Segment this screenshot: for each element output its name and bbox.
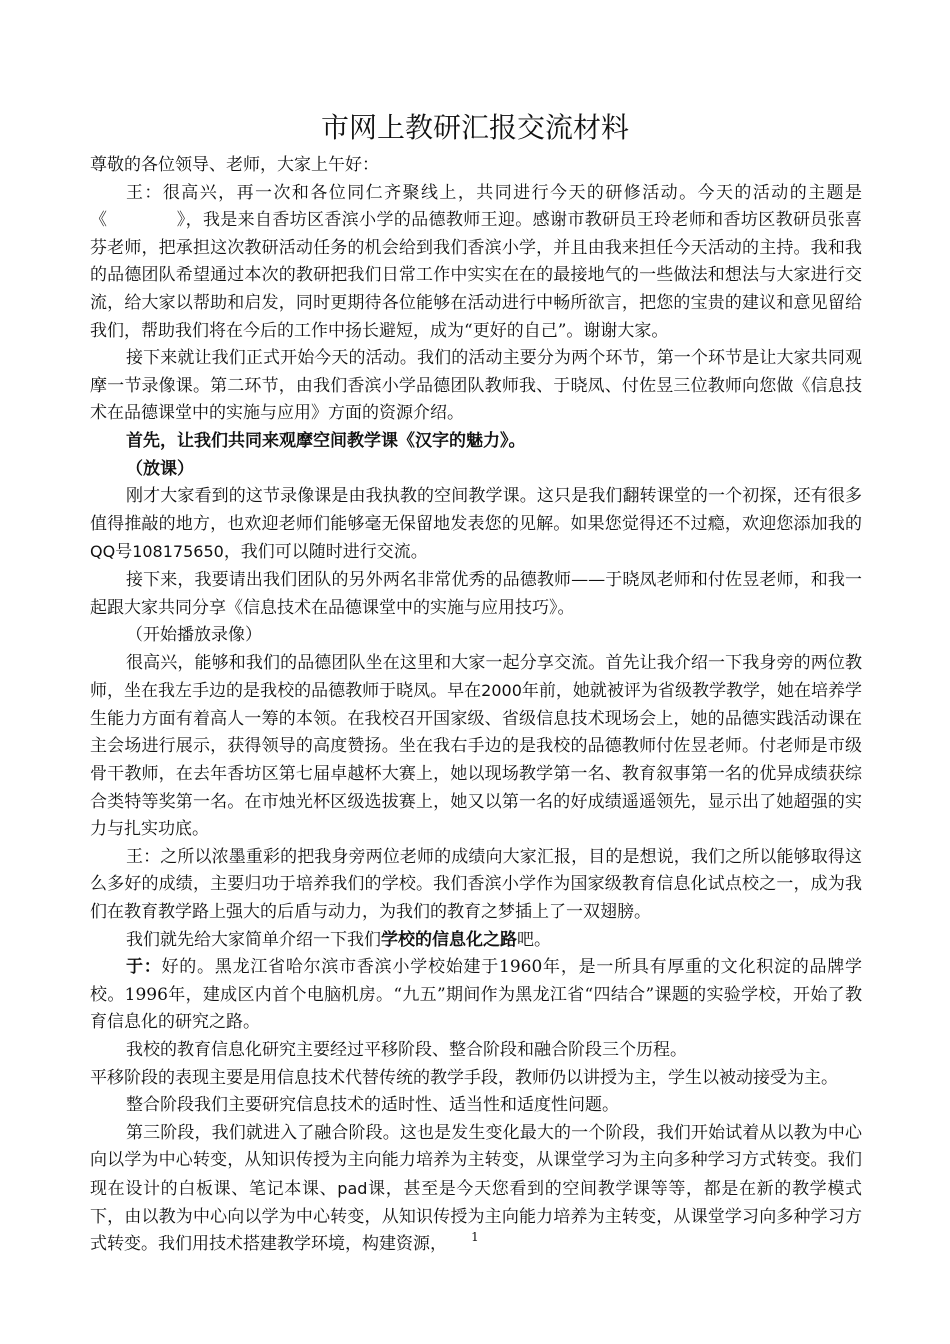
paragraph-school-support: 王：之所以浓墨重彩的把我身旁两位老师的成绩向大家汇报，目的是想说，我们之所以能够取得这么多好的成绩，主要归功于培养我们的学校。我们香滨小学作为国家级教育信息化试点校之一，成为我们在教育教学路上强大的后盾与动力，为我们的教育之梦插上了一双翅膀。 bbox=[90, 846, 862, 923]
paragraph-introduce-team: 接下来，我要请出我们团队的另外两名非常优秀的品德教师——于晓凤老师和付佐昱老师，和我一起跟大家共同分享《信息技术在品德课堂中的实施与应用技巧》。 bbox=[90, 569, 862, 618]
document-body bbox=[90, 152, 862, 1259]
text-segment: 第三阶段，我们就进入了融合阶段。这也是发生变化最大的一个阶段，我们开始试着从以教为中心向以学为中心转变，从知识传授为主向能力培养为主转变，从课堂学习为主向多种学习方式转变。我们现在设计的白板课、笔记本课、 bbox=[90, 1122, 862, 1199]
text-segment: 刚才大家看到的这节录像课是由我执教的空间教学课。这只是我们翻转课堂的一个初探，还有很多值得推敲的地方，也欢迎老师们能够毫无保留地发表您的见解。如果您觉得还不过瘾，欢迎您添加我的 bbox=[90, 486, 862, 534]
text-segment: 号 bbox=[115, 542, 133, 563]
text-segment: 我们就先给大家简单介绍一下我们 bbox=[126, 929, 381, 950]
paragraph-three-stages: 我校的教育信息化研究主要经过平移阶段、整合阶段和融合阶段三个历程。 bbox=[126, 1040, 687, 1060]
text-segment: 吧。 bbox=[517, 929, 551, 950]
qq-number: 108175650 bbox=[132, 542, 224, 562]
paragraph-informatization-intro bbox=[90, 927, 862, 955]
qq-label: QQ bbox=[90, 542, 116, 562]
paragraph-watch-lesson: 首先，让我们共同来观摩空间教学课《汉字的魅力》。 bbox=[126, 430, 526, 451]
bold-phrase: 学校的信息化之路 bbox=[381, 929, 517, 950]
paragraph-activity-overview: 接下来就让我们正式开始今天的活动。我们的活动主要分为两个环节，第一个环节是让大家共同观摩一节录像课。第二环节，由我们香滨小学品德团队教师我、于晓凤、付佐昱三位教师向您做《信息技术在品德课堂中的实施与应用》方面的资源介绍。 bbox=[90, 348, 862, 424]
stage-direction-play-video: （开始播放录像） bbox=[126, 625, 262, 646]
year-2000: 2000 bbox=[481, 681, 522, 701]
year-1996: 1996 bbox=[124, 984, 168, 1005]
paragraph-integration-stage: 整合阶段我们主要研究信息技术的适时性、适当性和适度性问题。 bbox=[126, 1095, 619, 1116]
text-segment: 年前，她就被评为省级教学教学，她在培养学生能力方面有着高人一筹的本领。在我校召开国家级、省级信息技术现场会上，她的品德实践活动课在主会场进行展示，获得领导的高度赞扬。坐在我右手边的是我校的品德教师付佐昱老师。付老师是市级骨干教师，在去年香坊区第七届卓越杯大赛上，她以现场教学第一名、教育叙事第一名的优异成绩获综合类特等奖第一名。在市烛光杯区级选拔赛上，她又以第一名的好成绩遥遥领先，显示出了她超强的实力与扎实功底。 bbox=[90, 681, 863, 840]
page-title: 市网上教研汇报交流材料 bbox=[320, 111, 629, 144]
year-1960: 1960 bbox=[499, 957, 543, 978]
speaker-label: 于： bbox=[126, 957, 162, 978]
stage-direction-play-lesson: （放课） bbox=[126, 458, 194, 479]
text-segment: 年，是一所具有厚重的文化积淀的品牌学校。 bbox=[90, 957, 863, 1005]
greeting: 尊敬的各位领导、老师，大家上午好： bbox=[90, 155, 379, 175]
text-segment: 好的。黑龙江省哈尔滨市香滨小学校始建于 bbox=[161, 957, 500, 978]
paragraph-lesson-reflection bbox=[90, 483, 862, 567]
paragraph-teacher-introductions bbox=[90, 650, 862, 844]
paragraph-translation-stage: 平移阶段的表现主要是用信息技术代替传统的教学手段，教师仍以讲授为主，学生以被动接受为主。 bbox=[90, 1067, 838, 1088]
paragraph-intro: 王：很高兴，再一次和各位同仁齐聚线上，共同进行今天的研修活动。今天的活动的主题是《 》，我是来自香坊区香滨小学的品德教师王迎。感谢市教研员王玲老师和香坊区教研员张喜芬老师，把承担这次教研活动任务的机会给到我们香滨小学，并且由我来担任今天活动的主持。我和我的品德团队希望通过本次的教研把我们日常工作中实实在在的最接地气的一些做法和想法与大家进行交流，给大家以帮助和启发，同时更期待各位能够在活动进行中畅所欲言，把您的宝贵的建议和意见留给我们，帮助我们将在今后的工作中扬长避短，成为“更好的自己”。谢谢大家。 bbox=[90, 182, 862, 341]
paragraph-school-history bbox=[90, 954, 862, 1037]
pad-label: pad bbox=[337, 1178, 368, 1198]
page-number: 1 bbox=[471, 1230, 479, 1244]
text-segment: 课，甚至是今天您看到的空间教学课等等，都是在新的教学模式下，由以教为中心向以学为中心转变，从知识传授为主向能力培养为主转变，从课堂学习向多种学习方式转变。我们用技术搭建教学环境，构建资源， bbox=[90, 1178, 863, 1255]
text-segment: 很高兴，能够和我们的品德团队坐在这里和大家一起分享交流。首先让我介绍一下我身旁的两位教师，坐在我左手边的是我校的品德教师于晓凤。早在 bbox=[90, 652, 862, 702]
text-segment: 年，建成区内首个电脑机房。“九五”期间作为黑龙江省“四结合”课题的实验学校，开始了教育信息化的研究之路。 bbox=[90, 984, 863, 1033]
text-segment: ，我们可以随时进行交流。 bbox=[223, 542, 428, 563]
